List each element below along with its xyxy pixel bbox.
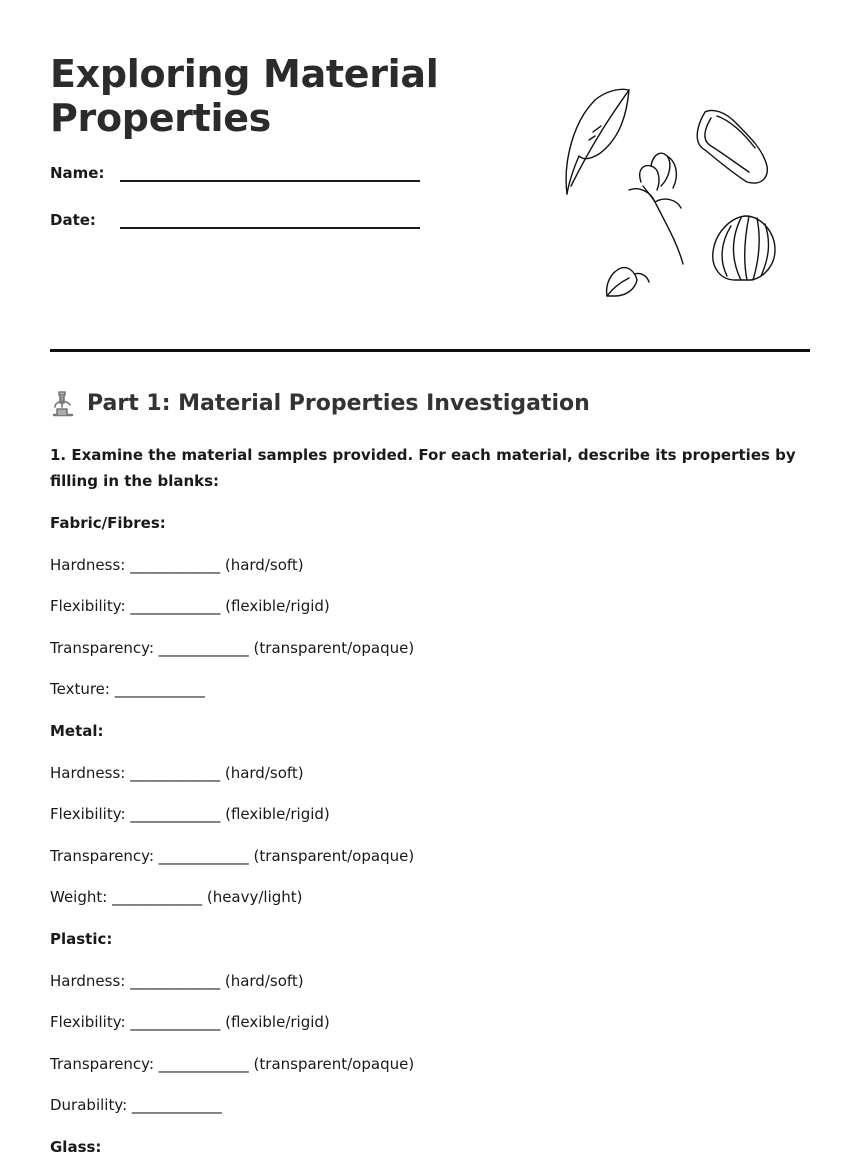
nature-illustration <box>555 82 785 302</box>
property-blank[interactable]: Transparency: ____________ (transparent/opaque) <box>50 846 415 865</box>
section-title: Part 1: Material Properties Investigation <box>87 391 590 416</box>
property-blank[interactable]: Weight: ____________ (heavy/light) <box>50 888 303 907</box>
date-label: Date: <box>50 211 96 229</box>
material-heading: Plastic: <box>50 929 113 948</box>
property-blank[interactable]: Transparency: ____________ (transparent/opaque) <box>50 1054 415 1073</box>
name-input-line[interactable] <box>120 166 420 182</box>
worksheet-header <box>50 52 470 229</box>
question-1: 1. Examine the material samples provided. For each material, describe its properties by filling in the blanks: <box>50 446 796 490</box>
property-blank[interactable]: Hardness: ____________ (hard/soft) <box>50 971 304 990</box>
property-blank[interactable]: Flexibility: ____________ (flexible/rigid) <box>50 1013 330 1032</box>
seashell-icon <box>713 216 775 280</box>
property-blank[interactable]: Hardness: ____________ (hard/soft) <box>50 555 304 574</box>
name-label: Name: <box>50 164 105 182</box>
material-heading: Metal: <box>50 721 104 740</box>
date-field[interactable] <box>50 211 420 229</box>
header-divider <box>50 349 810 352</box>
property-blank[interactable]: Hardness: ____________ (hard/soft) <box>50 763 304 782</box>
material-heading: Fabric/Fibres: <box>50 514 166 532</box>
property-blank[interactable]: Flexibility: ____________ (flexible/rigid) <box>50 597 330 616</box>
section-heading <box>50 388 590 420</box>
property-blank[interactable]: Flexibility: ____________ (flexible/rigid) <box>50 805 330 824</box>
property-blank[interactable]: Transparency: ____________ (transparent/opaque) <box>50 638 415 657</box>
property-blank[interactable]: Durability: ____________ <box>50 1096 222 1115</box>
leaf-icon <box>566 89 629 194</box>
microscope-icon <box>50 389 76 419</box>
material-heading: Glass: <box>50 1137 102 1156</box>
property-blank[interactable]: Texture: ____________ <box>50 680 205 699</box>
material-list <box>50 510 810 1176</box>
page-title: Exploring Material Properties <box>50 52 439 140</box>
name-field[interactable] <box>50 164 420 182</box>
date-input-line[interactable] <box>120 213 420 229</box>
flower-icon <box>629 153 683 264</box>
seed-pod-icon <box>607 268 649 296</box>
rock-icon <box>697 110 767 183</box>
